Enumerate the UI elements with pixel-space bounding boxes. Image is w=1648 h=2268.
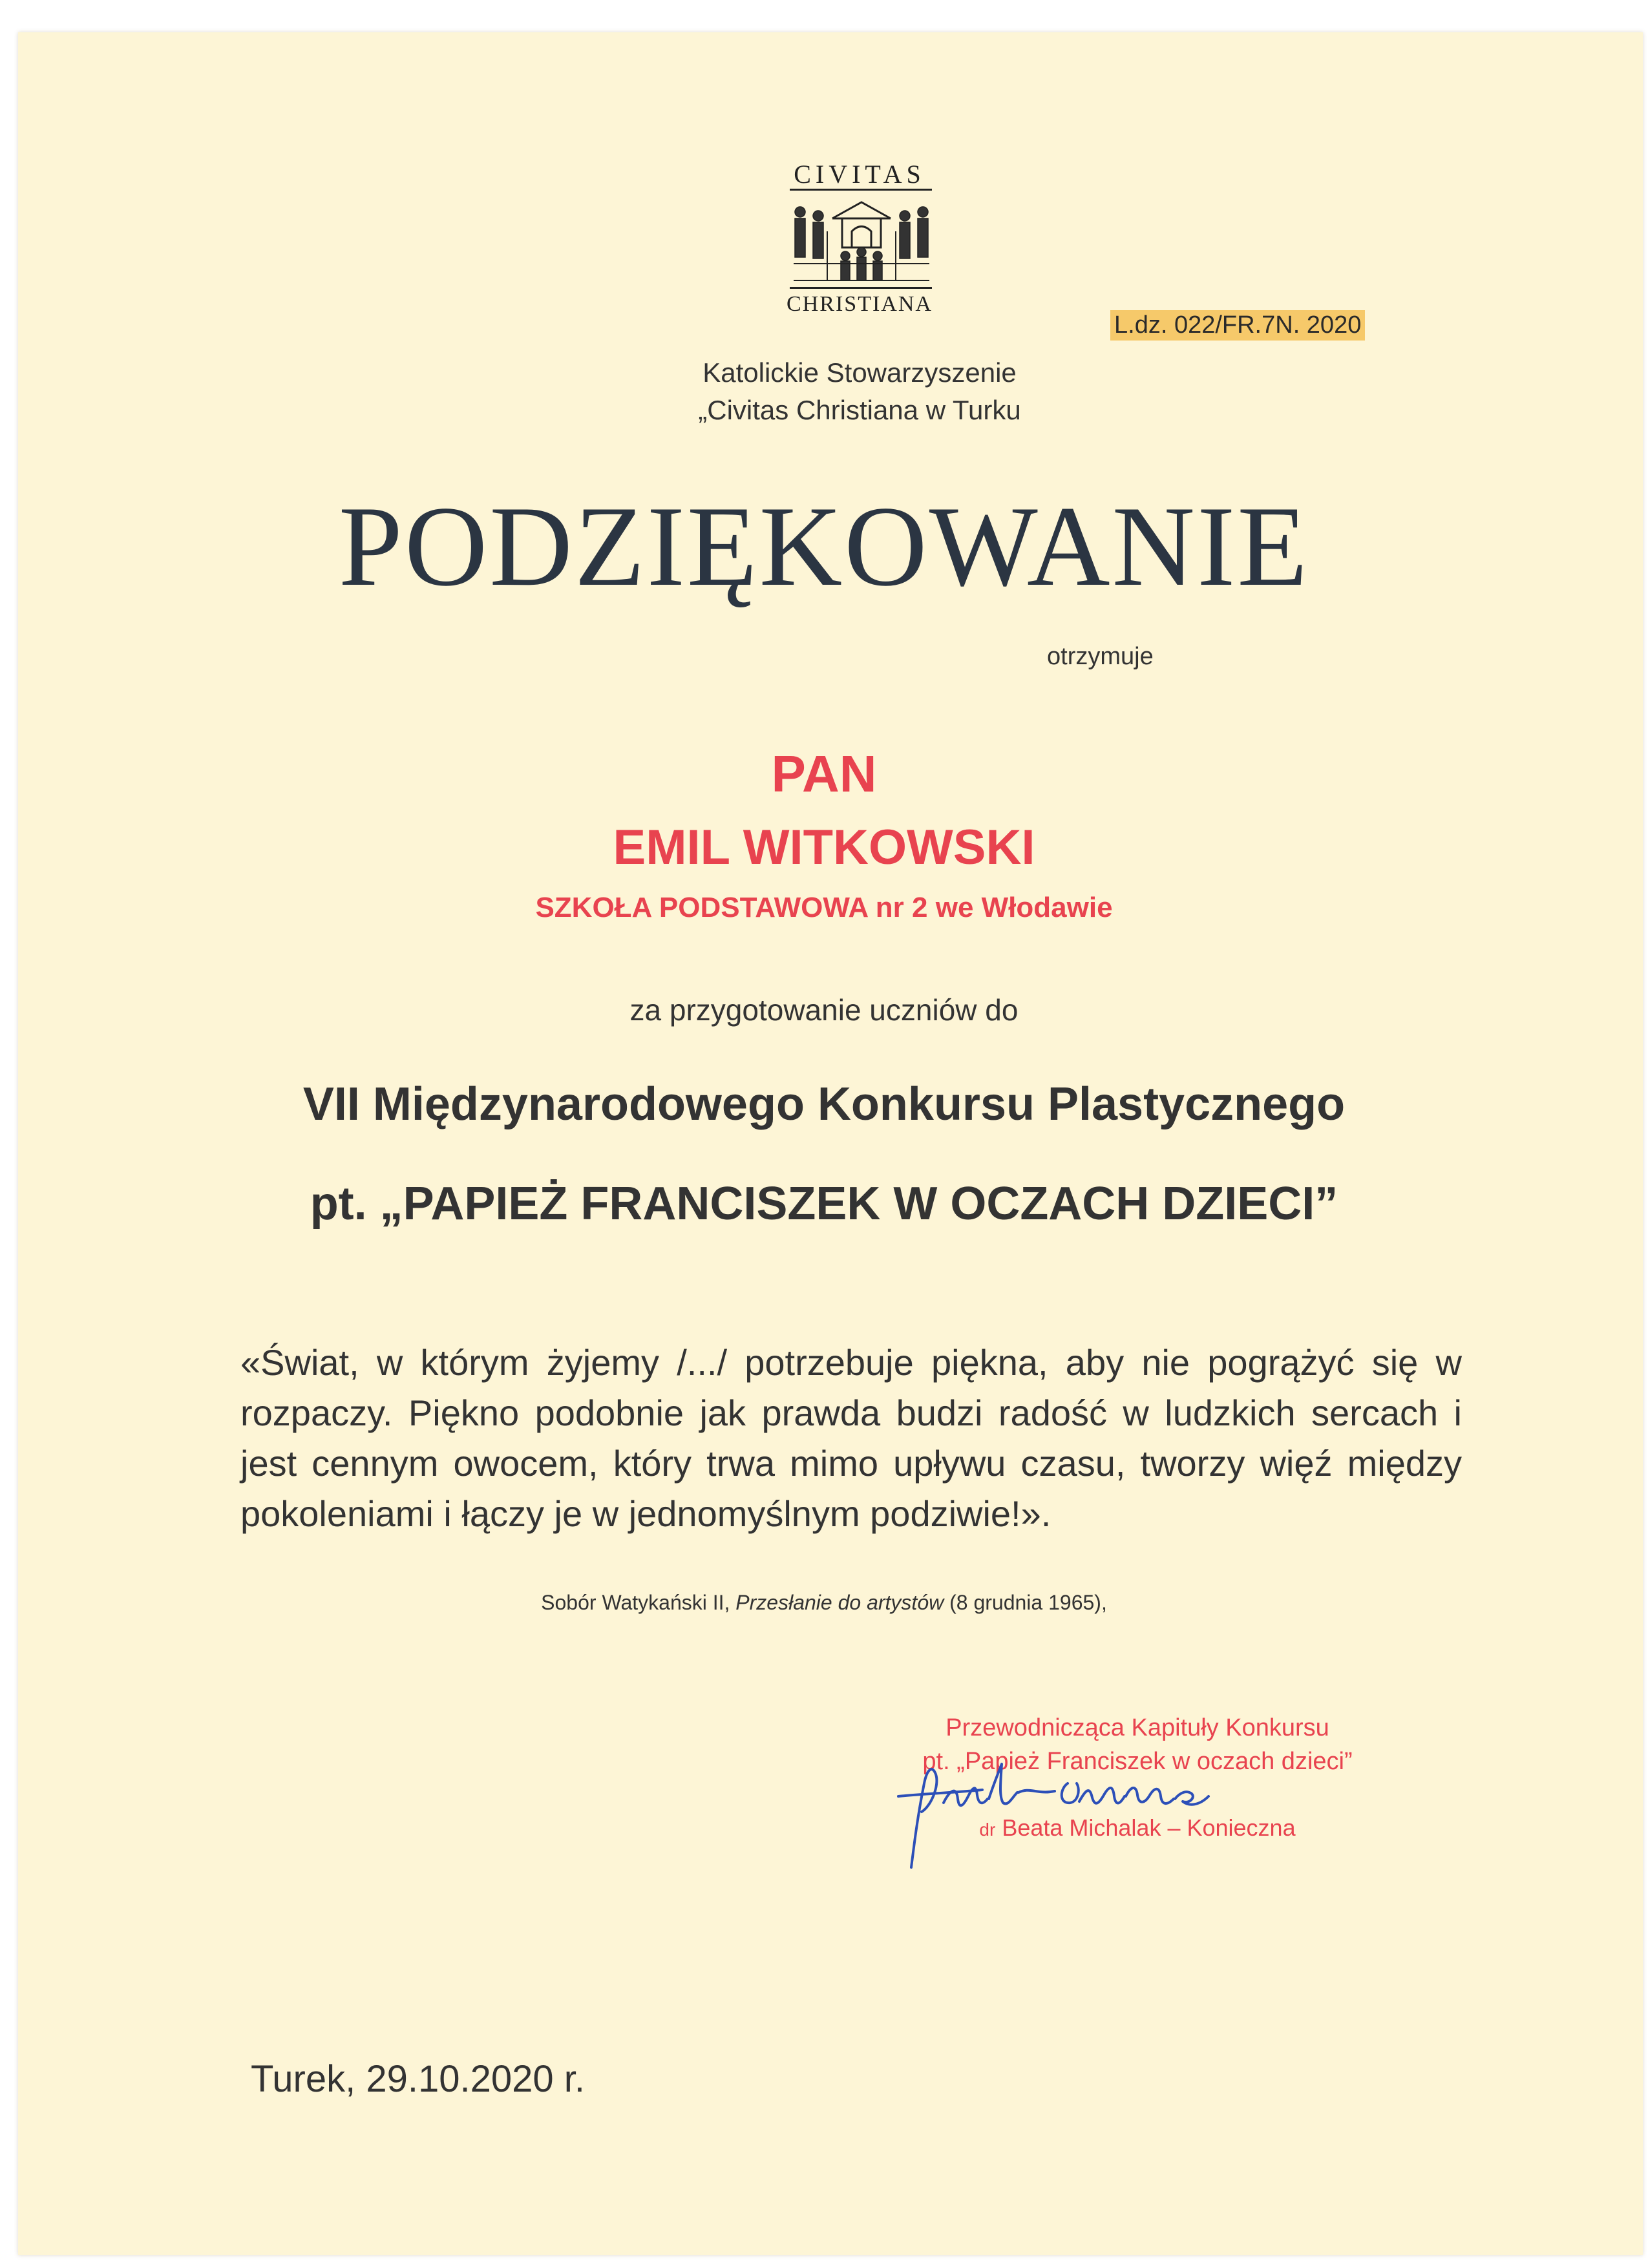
source-suffix: (8 grudnia 1965), (944, 1591, 1107, 1614)
signatory-role-line-2: pt. „Papież Franciszek w oczach dzieci” (922, 1748, 1353, 1775)
logo-top-word: CIVITAS (794, 160, 925, 189)
signatory-name: Beata Michalak – Konieczna (1002, 1814, 1296, 1841)
quote-source (0, 1591, 1648, 1615)
handwritten-signature (885, 1745, 1247, 1874)
source-prefix: Sobór Watykański II, (541, 1591, 736, 1614)
recipient-honorific: PAN (771, 745, 877, 803)
signatory-role-line-1: Przewodnicząca Kapituły Konkursu (945, 1714, 1329, 1741)
organization-line-1: Katolickie Stowarzyszenie (703, 357, 1017, 388)
award-reason: za przygotowanie uczniów do (629, 993, 1019, 1027)
recipient-name: EMIL WITKOWSKI (613, 820, 1035, 875)
receives-label: otrzymuje (1047, 643, 1154, 670)
contest-name: VII Międzynarodowego Konkursu Plastycznego (302, 1078, 1346, 1130)
quote-text: «Świat, w którym żyjemy /.../ potrzebuje piękna, aby nie pogrążyć się w rozpaczy. Piękno podobnie jak prawda budzi radość w ludzkich sercach i jest cennym owocem, który trwa mimo upływu czasu, tworzy więź między pokoleniami i łączy je w jednomyślnym podziwie!». (240, 1342, 1462, 1534)
organization-line-2: „Civitas Christiana w Turku (698, 395, 1021, 425)
reference-number: L.dz. 022/FR.7N. 2020 (1110, 310, 1365, 341)
place-and-date: Turek, 29.10.2020 r. (251, 2058, 585, 2100)
recipient-school: SZKOŁA PODSTAWOWA nr 2 we Włodawie (535, 892, 1113, 923)
logo-rule-bottom (790, 287, 932, 289)
source-work: Przesłanie do artystów (735, 1591, 944, 1614)
document-title: PODZIĘKOWANIE (338, 482, 1310, 610)
logo-rule-top (790, 189, 932, 191)
organization-name (582, 354, 1137, 429)
contest-title: pt. „PAPIEŻ FRANCISZEK W OCZACH DZIECI” (310, 1178, 1338, 1230)
signatory-degree: dr (979, 1820, 996, 1840)
civitas-christiana-logo-icon (787, 193, 936, 283)
logo-bottom-word: CHRISTIANA (787, 292, 933, 316)
